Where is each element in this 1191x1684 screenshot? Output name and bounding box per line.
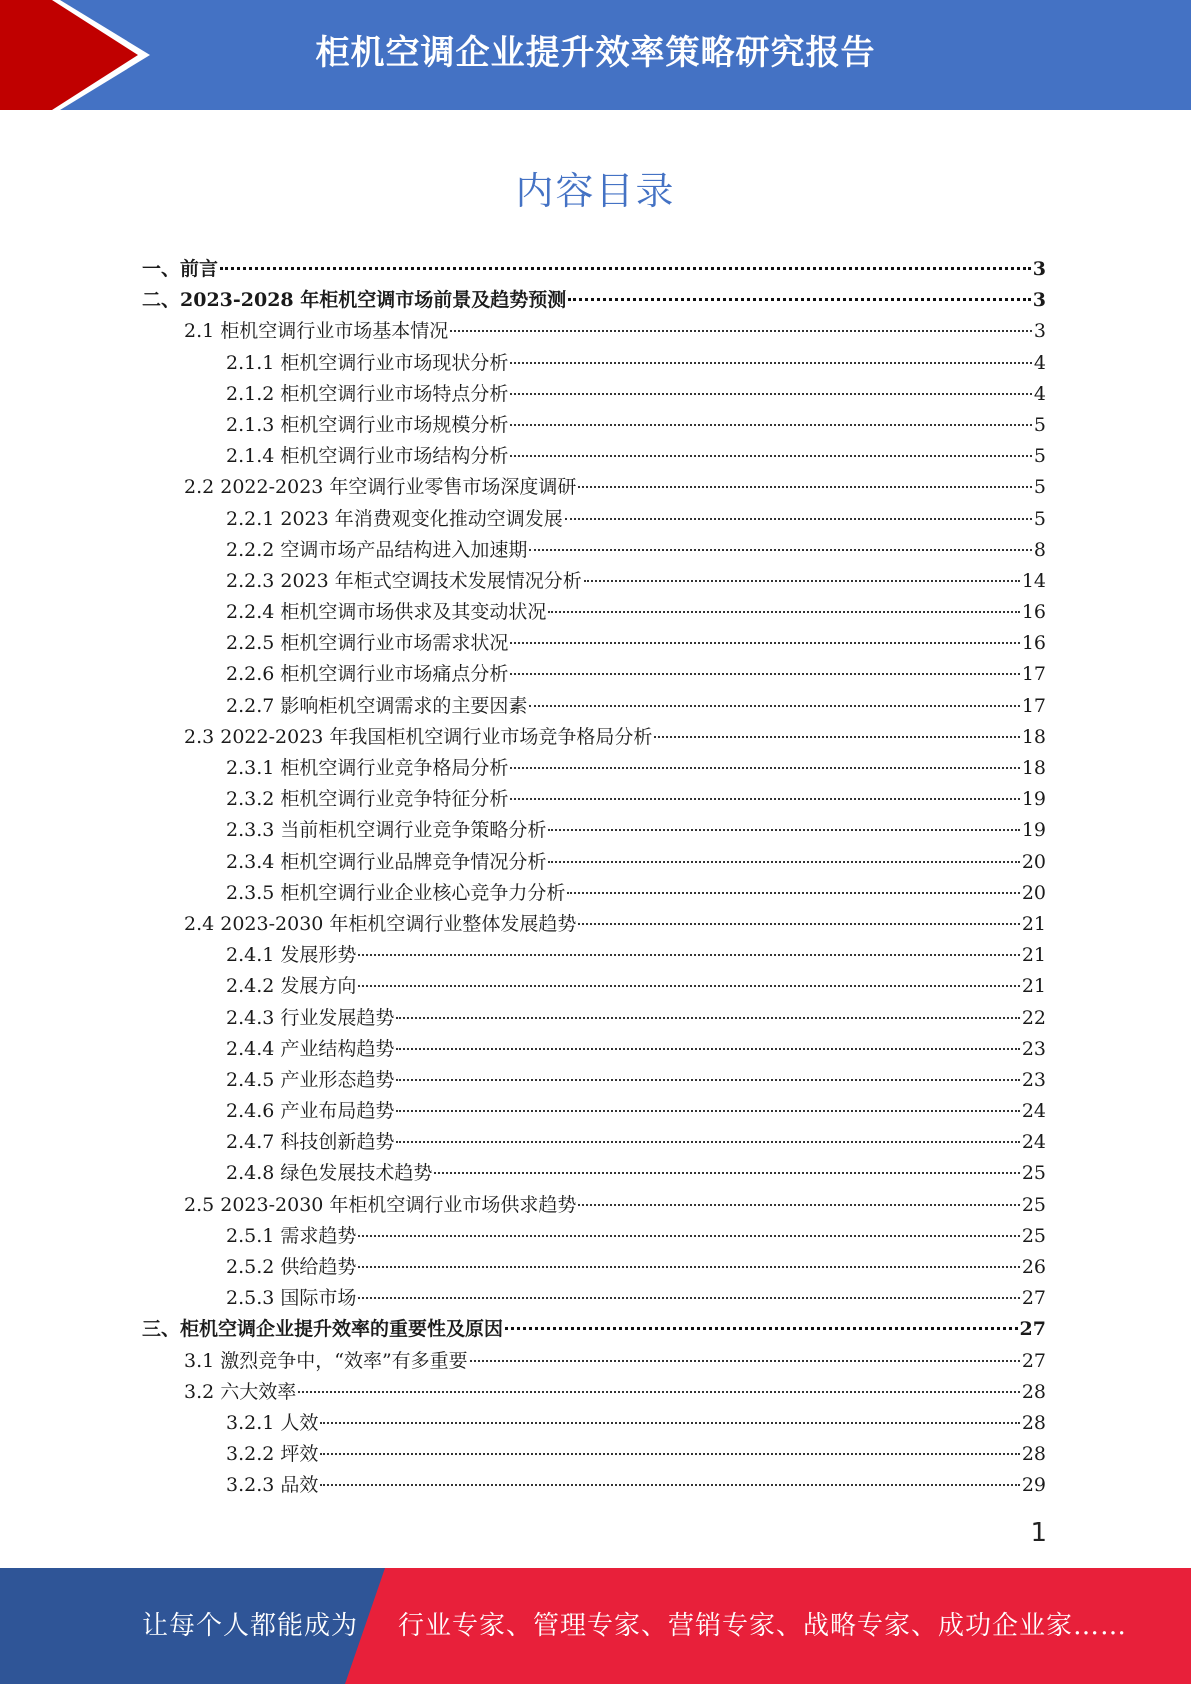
- toc-entry-label: 2.1.4 柜机空调行业市场结构分析: [226, 445, 509, 468]
- toc-entry-label: 2.4.6 产业布局趋势: [226, 1100, 395, 1123]
- dot-leader: [548, 829, 1019, 831]
- toc-entry-label: 2.2.4 柜机空调市场供求及其变动状况: [226, 601, 547, 624]
- toc-entry-label: 2.2.6 柜机空调行业市场痛点分析: [226, 663, 509, 686]
- toc-entry-label: 2.1.2 柜机空调行业市场特点分析: [226, 382, 509, 405]
- toc-entry-page: 24: [1021, 1100, 1046, 1123]
- toc-entry-label: 2.5.2 供给趋势: [226, 1256, 357, 1278]
- toc-entry[interactable]: [142, 1190, 1046, 1221]
- toc-entry-page: 27: [1019, 1318, 1046, 1341]
- toc-entry-label: 二、2023-2028 年柜机空调市场前景及趋势预测: [142, 289, 567, 312]
- toc-title: 内容目录: [515, 169, 676, 213]
- dot-leader: [568, 298, 1031, 301]
- toc-entry-page: 3: [1032, 289, 1046, 312]
- toc-entry-label: 2.3.5 柜机空调行业企业核心竞争力分析: [226, 881, 566, 904]
- toc-entry-label: 2.3 2022-2023 年我国柜机空调行业市场竞争格局分析: [184, 725, 653, 748]
- toc-entry[interactable]: [142, 348, 1046, 379]
- dot-leader: [548, 861, 1019, 863]
- toc-entry[interactable]: [142, 254, 1046, 285]
- toc-entry-label: 2.2.5 柜机空调行业市场需求状况: [226, 632, 509, 655]
- toc-entry-label: 三、柜机空调企业提升效率的重要性及原因: [142, 1318, 504, 1341]
- toc-entry-page: 20: [1021, 850, 1046, 873]
- dot-leader: [434, 1172, 1019, 1174]
- dot-leader: [320, 1484, 1019, 1486]
- toc-entry-label: 2.4.8 绿色发展技术趋势: [226, 1162, 433, 1185]
- dot-leader: [396, 1048, 1019, 1050]
- toc-entry-label: 2.2 2022-2023 年空调行业零售市场深度调研: [184, 476, 577, 499]
- dot-leader: [358, 1235, 1019, 1237]
- toc-entry[interactable]: [142, 1221, 1046, 1252]
- dot-leader: [396, 1110, 1019, 1112]
- toc-entry-label: 2.1 柜机空调行业市场基本情况: [184, 320, 449, 343]
- toc-entry-page: 29: [1021, 1474, 1046, 1497]
- dot-leader: [320, 1422, 1019, 1424]
- toc-entry-page: 27: [1021, 1287, 1046, 1310]
- toc-entry[interactable]: [142, 815, 1046, 846]
- page-number: 1: [1030, 1518, 1047, 1548]
- toc-entry-page: 26: [1021, 1256, 1046, 1278]
- dot-leader: [510, 767, 1019, 769]
- toc-entry[interactable]: [142, 316, 1046, 347]
- toc-entry-label: 3.2.1 人效: [226, 1411, 319, 1434]
- toc-entry-page: 23: [1021, 1037, 1046, 1060]
- toc-entry[interactable]: [142, 784, 1046, 815]
- toc-entry-page: 5: [1033, 476, 1046, 499]
- dot-leader: [510, 673, 1019, 675]
- toc-entry-label: 2.5.3 国际市场: [226, 1287, 357, 1310]
- toc-entry-label: 2.4.1 发展形势: [226, 944, 357, 967]
- toc-entry-page: 5: [1033, 507, 1046, 530]
- toc-entry[interactable]: [142, 940, 1046, 971]
- toc-entry-label: 3.2.2 坪效: [226, 1443, 319, 1466]
- toc-entry-label: 一、前言: [142, 258, 219, 280]
- toc-entry[interactable]: [142, 753, 1046, 784]
- toc-entry[interactable]: [142, 535, 1046, 566]
- toc-entry-page: 19: [1021, 788, 1046, 811]
- toc-entry-page: 3: [1033, 320, 1046, 343]
- toc-entry[interactable]: [142, 1034, 1046, 1065]
- toc-entry[interactable]: [142, 1096, 1046, 1127]
- toc-entry-label: 3.2 六大效率: [184, 1380, 297, 1403]
- dot-leader: [584, 580, 1020, 582]
- toc-entry-page: 21: [1021, 912, 1046, 935]
- dot-leader: [654, 736, 1019, 738]
- toc-entry[interactable]: [142, 1408, 1046, 1439]
- toc-entry-label: 2.4.2 发展方向: [226, 975, 357, 998]
- toc-entry[interactable]: [142, 566, 1046, 597]
- toc-entry[interactable]: [142, 722, 1046, 753]
- footer-slogan-right: 行业专家、管理专家、营销专家、战略专家、成功企业家……: [398, 1611, 1128, 1641]
- toc-entry-label: 2.1.3 柜机空调行业市场规模分析: [226, 413, 509, 436]
- dot-leader: [298, 1391, 1020, 1393]
- toc-entry-page: 18: [1021, 757, 1046, 779]
- toc-entry[interactable]: [142, 597, 1046, 628]
- dot-leader: [220, 267, 1031, 270]
- dot-leader: [529, 705, 1019, 707]
- toc-entry[interactable]: [142, 878, 1046, 909]
- toc-entry[interactable]: [142, 847, 1046, 878]
- dot-leader: [358, 954, 1019, 956]
- toc-entry[interactable]: [142, 1127, 1046, 1158]
- toc-entry-page: 25: [1021, 1162, 1046, 1185]
- toc-entry-label: 2.5 2023-2030 年柜机空调行业市场供求趋势: [184, 1193, 577, 1216]
- toc-entry-page: 17: [1021, 694, 1046, 717]
- toc-entry-page: 14: [1021, 569, 1046, 592]
- toc-entry-page: 4: [1033, 351, 1046, 374]
- toc-entry-label: 2.4.5 产业形态趋势: [226, 1068, 395, 1091]
- toc-entry[interactable]: [142, 504, 1046, 535]
- toc-entry[interactable]: [142, 410, 1046, 441]
- toc-entry-page: 16: [1021, 632, 1046, 655]
- toc-entry-page: 18: [1021, 725, 1046, 748]
- dot-leader: [578, 1204, 1019, 1206]
- page-footer: [0, 1568, 1191, 1684]
- toc-entry[interactable]: [142, 628, 1046, 659]
- toc-entry[interactable]: [142, 1283, 1046, 1314]
- toc-entry-page: 21: [1021, 975, 1046, 998]
- toc-entry-page: 3: [1032, 258, 1046, 280]
- toc-entry[interactable]: [142, 441, 1046, 472]
- toc-entry-page: 19: [1021, 819, 1046, 842]
- toc-entry[interactable]: [142, 659, 1046, 690]
- toc-entry-label: 2.4.3 行业发展趋势: [226, 1006, 395, 1029]
- toc-entry[interactable]: [142, 285, 1046, 316]
- toc-entry-label: 2.4 2023-2030 年柜机空调行业整体发展趋势: [184, 912, 577, 935]
- dot-leader: [320, 1453, 1019, 1455]
- toc-entry-label: 2.2.7 影响柜机空调需求的主要因素: [226, 694, 528, 717]
- toc-entry-page: 20: [1021, 881, 1046, 904]
- toc-entry-page: 28: [1021, 1411, 1046, 1434]
- dot-leader: [505, 1327, 1018, 1330]
- dot-leader: [470, 1360, 1020, 1362]
- toc-entry-label: 2.4.4 产业结构趋势: [226, 1037, 395, 1060]
- dot-leader: [510, 424, 1032, 426]
- toc-entry[interactable]: [142, 1470, 1046, 1501]
- toc-entry-page: 25: [1021, 1224, 1046, 1247]
- toc-entry-page: 21: [1021, 944, 1046, 967]
- toc-entry[interactable]: [142, 691, 1046, 722]
- table-of-contents: [142, 254, 1046, 1502]
- toc-entry-label: 3.2.3 品效: [226, 1474, 319, 1497]
- dot-leader: [548, 611, 1019, 613]
- toc-entry-page: 5: [1033, 413, 1046, 436]
- toc-entry-label: 2.2.2 空调市场产品结构进入加速期: [226, 538, 528, 561]
- toc-entry-page: 8: [1033, 538, 1046, 561]
- toc-entry-page: 5: [1033, 445, 1046, 468]
- toc-entry-label: 2.3.2 柜机空调行业竞争特征分析: [226, 788, 509, 811]
- dot-leader: [510, 362, 1032, 364]
- dot-leader: [396, 1017, 1019, 1019]
- dot-leader: [358, 1266, 1019, 1268]
- toc-entry-label: 2.3.4 柜机空调行业品牌竞争情况分析: [226, 850, 547, 873]
- dot-leader: [358, 1297, 1019, 1299]
- toc-entry[interactable]: [142, 909, 1046, 940]
- toc-entry[interactable]: [142, 1003, 1046, 1034]
- dot-leader: [567, 892, 1019, 894]
- toc-entry-page: 28: [1021, 1380, 1046, 1403]
- dot-leader: [450, 330, 1032, 332]
- toc-entry-label: 2.5.1 需求趋势: [226, 1224, 357, 1247]
- toc-entry[interactable]: [142, 1252, 1046, 1283]
- toc-entry-page: 27: [1021, 1349, 1046, 1372]
- dot-leader: [510, 455, 1032, 457]
- dot-leader: [510, 798, 1019, 800]
- dot-leader: [510, 393, 1032, 395]
- toc-entry-page: 28: [1021, 1443, 1046, 1466]
- dot-leader: [358, 985, 1019, 987]
- toc-entry-label: 2.4.7 科技创新趋势: [226, 1131, 395, 1154]
- toc-entry[interactable]: [142, 1158, 1046, 1189]
- dot-leader: [510, 642, 1019, 644]
- toc-entry-page: 24: [1021, 1131, 1046, 1154]
- toc-entry-page: 17: [1021, 663, 1046, 686]
- toc-entry-page: 23: [1021, 1068, 1046, 1091]
- toc-entry[interactable]: [142, 1314, 1046, 1345]
- page-header: [0, 0, 1191, 110]
- dot-leader: [578, 923, 1019, 925]
- toc-entry-label: 2.2.3 2023 年柜式空调技术发展情况分析: [226, 569, 582, 592]
- toc-entry-page: 22: [1021, 1006, 1046, 1029]
- toc-entry-page: 25: [1021, 1193, 1046, 1216]
- dot-leader: [396, 1079, 1019, 1081]
- toc-entry-label: 2.3.3 当前柜机空调行业竞争策略分析: [226, 819, 547, 842]
- toc-entry-label: 2.1.1 柜机空调行业市场现状分析: [226, 351, 509, 374]
- report-title: 柜机空调企业提升效率策略研究报告: [315, 33, 876, 73]
- toc-entry[interactable]: [142, 1346, 1046, 1377]
- toc-entry-page: 4: [1033, 382, 1046, 405]
- dot-leader: [529, 549, 1032, 551]
- toc-entry[interactable]: [142, 1377, 1046, 1408]
- toc-entry[interactable]: [142, 971, 1046, 1002]
- toc-entry[interactable]: [142, 472, 1046, 503]
- toc-entry-page: 16: [1021, 601, 1046, 624]
- toc-entry-label: 2.3.1 柜机空调行业竞争格局分析: [226, 757, 509, 779]
- dot-leader: [565, 518, 1032, 520]
- toc-entry-label: 3.1 激烈竞争中，“效率”有多重要: [184, 1349, 468, 1372]
- toc-entry[interactable]: [142, 1065, 1046, 1096]
- toc-entry-label: 2.2.1 2023 年消费观变化推动空调发展: [226, 507, 563, 530]
- dot-leader: [396, 1141, 1019, 1143]
- footer-slogan-left: 让每个人都能成为: [142, 1611, 359, 1641]
- toc-entry[interactable]: [142, 1439, 1046, 1470]
- toc-entry[interactable]: [142, 379, 1046, 410]
- dot-leader: [578, 486, 1031, 488]
